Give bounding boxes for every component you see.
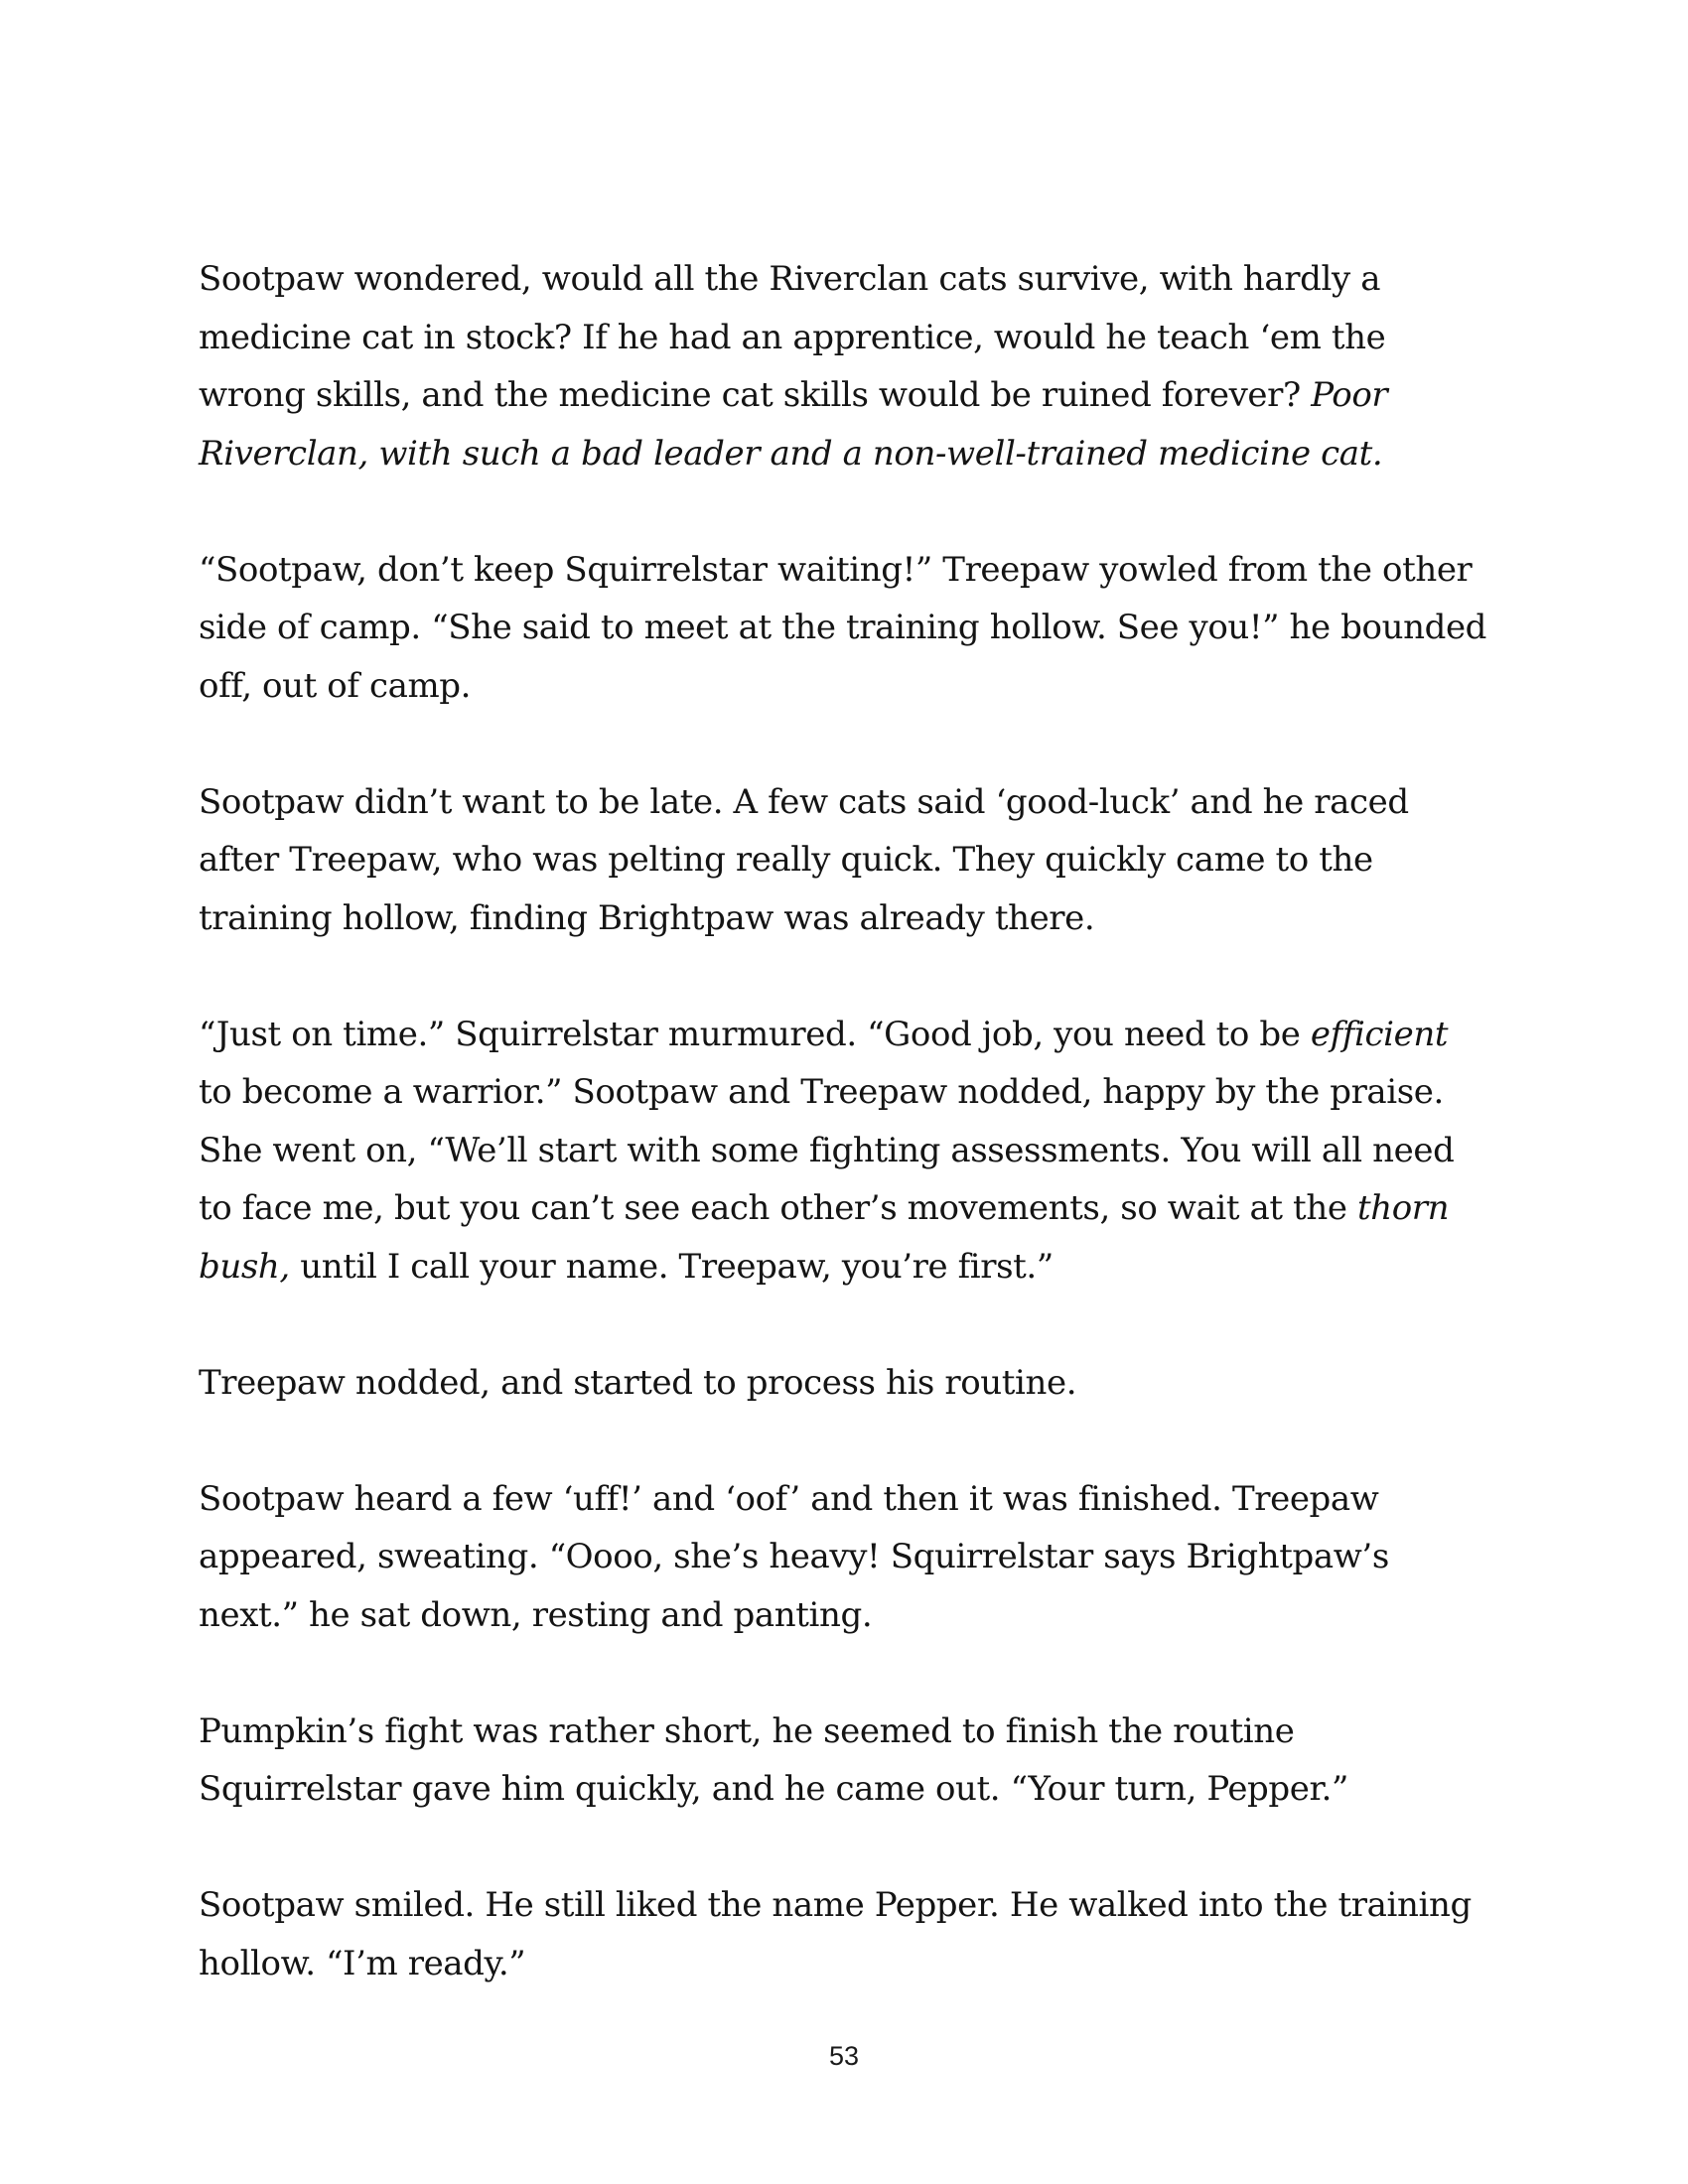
paragraph-text: Pumpkin’s fight was rather short, he seemed to finish the routine Squirrelstar gave him quickly, and he came out. “Your turn, Pepper.” (199, 1710, 1349, 1809)
paragraph-text: Sootpaw smiled. He still liked the name Pepper. He walked into the training hollow. “I’m ready.” (199, 1885, 1472, 1983)
paragraph-italic-text: efficient (1310, 1014, 1449, 1054)
paragraph-italic-text: thorn bush, (199, 1188, 1450, 1287)
paragraph-text: Treepaw nodded, and started to process his routine. (199, 1362, 1077, 1403)
body-text (199, 250, 1489, 1992)
paragraph-text: Sootpaw wondered, would all the Riverclan cats survive, with hardly a medicine cat in stock? If he had an apprentice, would he teach ‘em the wrong skills, and the medicine cat skills would be ruined forever? (199, 259, 1386, 415)
paragraph (199, 1876, 1489, 1992)
paragraph (199, 1470, 1489, 1645)
paragraph-italic-text: Poor Riverclan, with such a bad leader and a non-well-trained medicine cat. (199, 375, 1388, 474)
paragraph (199, 1703, 1489, 1819)
paragraph (199, 1354, 1489, 1413)
paragraph-text: Sootpaw heard a few ‘uff!’ and ‘oof’ and then it was finished. Treepaw appeared, sweating. “Oooo, she’s heavy! Squirrelstar says Brightpaw’s next.” he sat down, resting and panting. (199, 1478, 1389, 1635)
paragraph-text: “Just on time.” Squirrelstar murmured. “Good job, you need to be (199, 1014, 1311, 1054)
paragraph-text: “Sootpaw, don’t keep Squirrelstar waiting!” Treepaw yowled from the other side of camp. “She said to meet at the training hollow. See you!” he bounded off, out of camp. (199, 549, 1487, 706)
paragraph-text: Sootpaw didn’t want to be late. A few cats said ‘good-luck’ and he raced after Treepaw, who was pelting really quick. They quickly came to the training hollow, finding Brightpaw was already there. (199, 781, 1409, 938)
paragraph-text: to become a warrior.” Sootpaw and Treepaw nodded, happy by the praise. She went on, “We’ll start with some fighting assessments. You will all need to face me, but you can’t see each other’s movements, so wait at the (199, 1072, 1455, 1228)
page-number: 53 (828, 2041, 860, 2071)
paragraph (199, 1006, 1489, 1297)
paragraph (199, 250, 1489, 482)
paragraph-text: until I call your name. Treepaw, you’re first.” (289, 1246, 1054, 1287)
paragraph (199, 773, 1489, 948)
paragraph (199, 541, 1489, 716)
